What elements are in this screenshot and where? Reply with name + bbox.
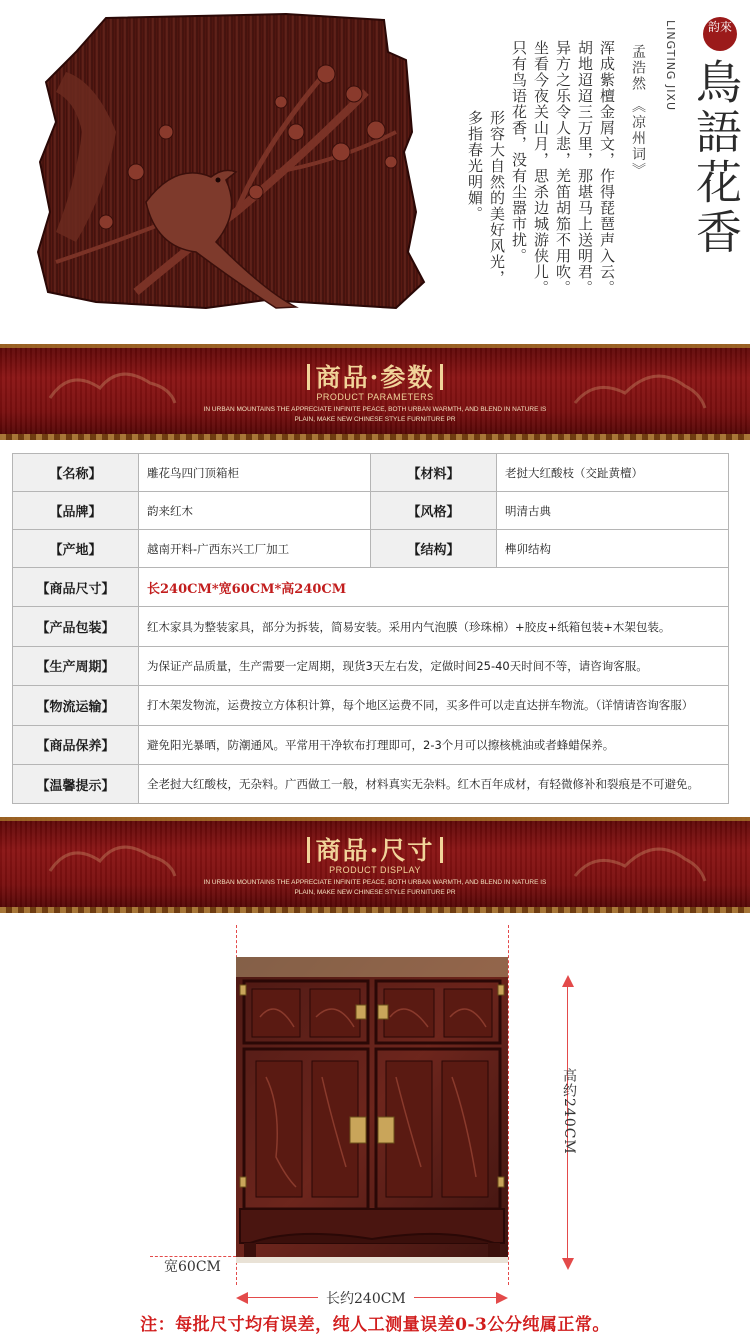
poem-line: 胡地迢迢三万里，那堪马上送明君。 [576,40,594,296]
section-banner-parameters [0,344,750,440]
param-value: 越南开料-广西东兴工厂加工 [139,530,371,568]
poem-line: 坐看今夜关山月，思杀边城游侠儿。 [532,40,550,296]
param-label: 【材料】 [371,454,497,492]
param-value: 避免阳光暴晒，防潮通风。平常用干净软布打理即可，2-3个月可以擦核桃油或者蜂蜡保养。 [139,725,729,764]
height-dimension-label: 高约240CM [561,1068,577,1155]
table-row [13,492,729,530]
param-label: 【温馨提示】 [13,764,139,803]
poem-line: 多指春光明媚。 [466,110,484,222]
table-row [13,725,729,764]
cabinet-image [236,957,508,1263]
poem-line: 浑成紫檀金屑文，作得琵琶声入云。 [598,40,616,296]
param-value: 榫卯结构 [497,530,729,568]
brand-pinyin: LINGTING JIXU [664,20,677,112]
param-label: 【物流运输】 [13,686,139,725]
param-label: 【商品尺寸】 [13,568,139,607]
table-row [13,686,729,725]
hero-section [0,0,750,340]
arrow-left-icon [236,1291,248,1305]
brand-title: 鳥語花香 [689,58,743,258]
poem-line: 形容大自然的美好风光， [488,110,506,286]
param-label: 【风格】 [371,492,497,530]
section-banner-display [0,817,750,913]
poem-author: 孟浩然 《凉州词》 [630,44,646,179]
carved-bird-flower-panel [36,12,426,312]
banner-tagline: PLAIN, MAKE NEW CHINESE STYLE FURNITURE PR [294,416,456,423]
measurement-note: 注：每批尺寸均有误差，纯人工测量误差0-3公分纯属正常。 [140,1315,610,1335]
param-value: 全老挝大红酸枝，无杂料。广西做工一般，材料真实无杂料。红木百年成材，有轻微修补和裂痕是不可避免。 [139,764,729,803]
arrow-down-icon [561,1258,575,1270]
param-value: 为保证产品质量，生产需要一定周期，现货3天左右发，定做时间25-40天时间不等，请咨询客服。 [139,646,729,685]
arrow-up-icon [561,975,575,987]
param-value: 明清古典 [497,492,729,530]
banner-tagline: PLAIN, MAKE NEW CHINESE STYLE FURNITURE PR [294,889,456,896]
banner-title: 商品·尺寸 [0,831,750,867]
param-value: 红木家具为整装家具，部分为拆装，简易安装。采用内气泡膜（珍珠棉）+胶皮+纸箱包装+木架包装。 [139,607,729,646]
param-value: 雕花鸟四门顶箱柜 [139,454,371,492]
param-label: 【商品保养】 [13,725,139,764]
poem-line: 只有鸟语花香，没有尘嚣市扰。 [510,40,528,264]
param-value: 韵来红木 [139,492,371,530]
param-value: 长240CM*宽60CM*高240CM [139,568,729,607]
param-label: 【名称】 [13,454,139,492]
param-label: 【产品包装】 [13,607,139,646]
length-dimension-label: 长约240CM [318,1288,414,1308]
banner-title: 商品·参数 [0,358,750,394]
table-row [13,454,729,492]
table-row [13,607,729,646]
banner-subtitle: PRODUCT DISPLAY [329,865,421,875]
table-row [13,530,729,568]
banner-tagline: IN URBAN MOUNTAINS THE APPRECIATE INFINITE PEACE, BOTH URBAN WARMTH, AND BLEND IN NATURE IS [203,879,547,886]
banner-tagline: IN URBAN MOUNTAINS THE APPRECIATE INFINITE PEACE, BOTH URBAN WARMTH, AND BLEND IN NATURE IS [203,406,547,413]
table-row [13,568,729,607]
cabinet-photo [236,957,508,1263]
param-label: 【结构】 [371,530,497,568]
table-row [13,646,729,685]
brand-seal-logo: 韵來 [703,17,737,51]
param-label: 【产地】 [13,530,139,568]
param-label: 【生产周期】 [13,646,139,685]
param-value: 打木架发物流，运费按立方体积计算，每个地区运费不同，买多件可以走直达拼车物流。（详情请咨询客服） [139,686,729,725]
table-row [13,764,729,803]
poem-line: 异方之乐令人悲，羌笛胡笳不用吹。 [554,40,572,296]
parameter-table [12,453,729,804]
dimension-guide [508,925,509,1285]
arrow-right-icon [496,1291,508,1305]
banner-subtitle: PRODUCT PARAMETERS [316,392,434,402]
param-label: 【品牌】 [13,492,139,530]
width-dimension-label: 宽60CM [164,1259,221,1275]
param-value: 老挝大红酸枝（交趾黄檀） [497,454,729,492]
